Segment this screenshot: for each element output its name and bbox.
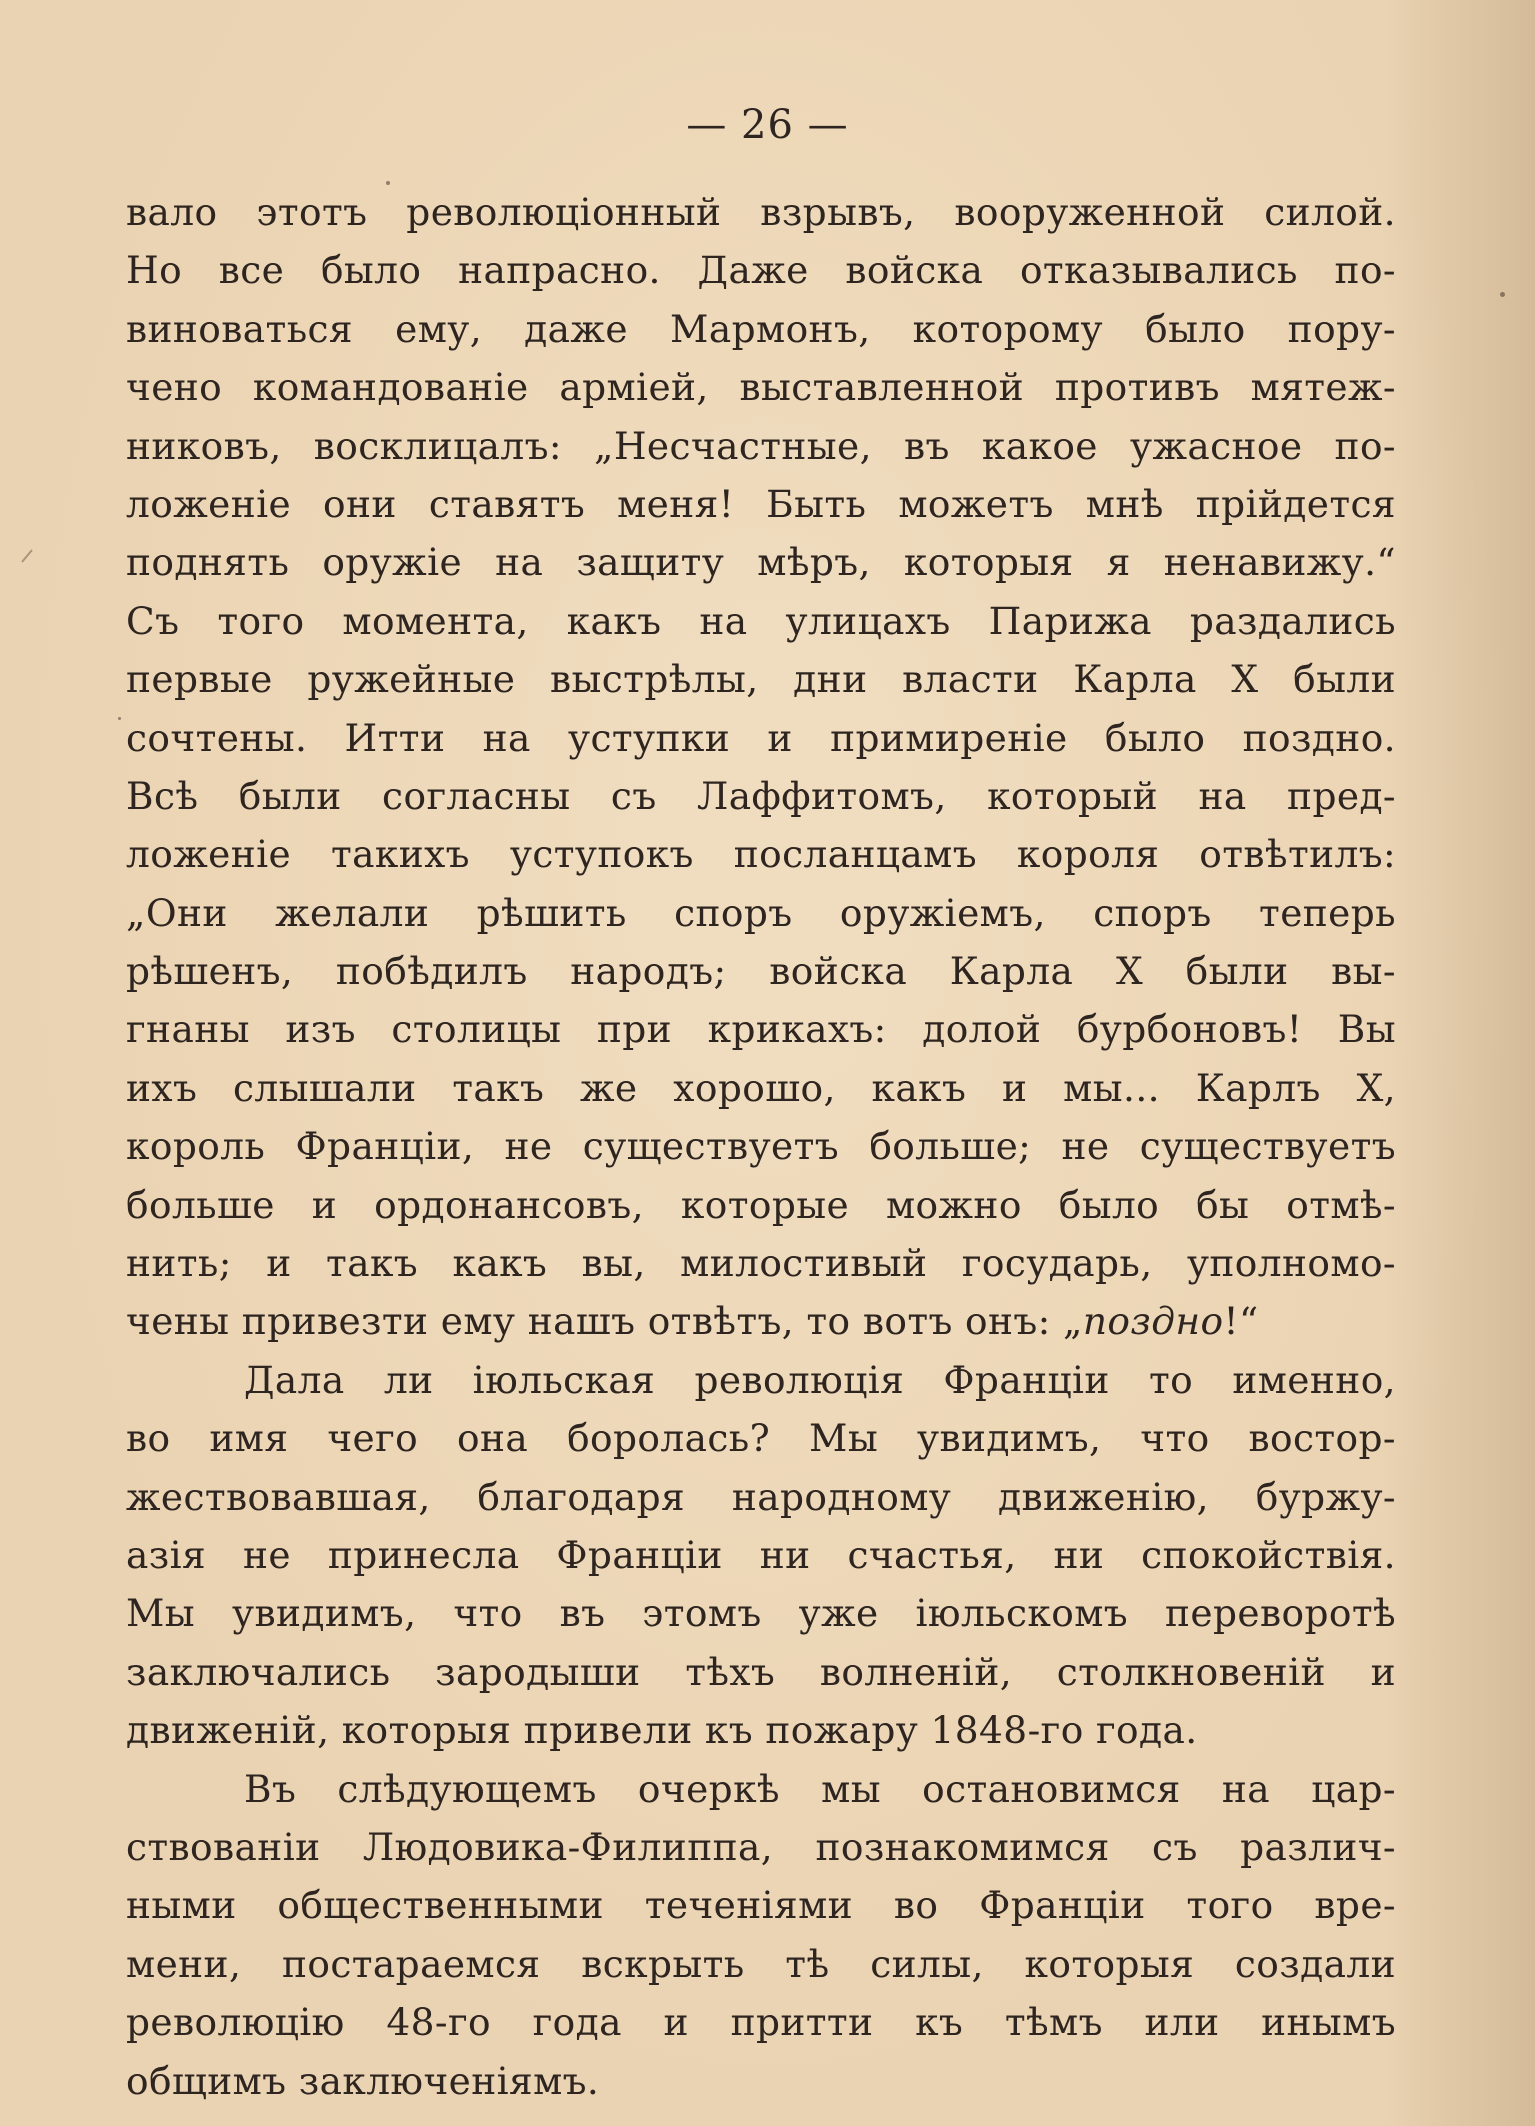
italic-word: поздно [1082, 1299, 1224, 1344]
text-line: революцію 48-го года и притти къ тѣмъ или инымъ [126, 2000, 1396, 2045]
text-line: Всѣ были согласны съ Лаффитомъ, который на пред- [126, 773, 1396, 818]
text-line: общимъ заключеніямъ. [126, 2058, 600, 2103]
text-line: мени, постараемся вскрыть тѣ силы, которыя создали [126, 1941, 1396, 1986]
text-line: Но все было напрасно. Даже войска отказывались по- [126, 248, 1396, 293]
text-segment: чены привезти ему нашъ отвѣтъ, то вотъ онъ: „ [126, 1299, 1083, 1344]
text-line: король Франціи, не существуетъ больше; не существуетъ [126, 1124, 1396, 1169]
text-line: Съ того момента, какъ на улицахъ Парижа раздались [126, 598, 1396, 643]
text-line: ложеніе такихъ уступокъ посланцамъ короля отвѣтилъ: [126, 832, 1396, 877]
text-line: Мы увидимъ, что въ этомъ уже іюльскомъ переворотѣ [126, 1591, 1396, 1636]
text-line: нить; и такъ какъ вы, милостивый государь, уполномо- [126, 1241, 1396, 1286]
closing-quote: !“ [1223, 1299, 1259, 1344]
text-line: виноваться ему, даже Мармонъ, которому было пору- [126, 306, 1396, 351]
text-line: ствованіи Людовика-Филиппа, познакомимся съ различ- [126, 1824, 1396, 1869]
pencil-mark [21, 549, 33, 563]
page-number: — 26 — [686, 102, 849, 148]
text-line: рѣшенъ, побѣдилъ народъ; войска Карла X были вы- [126, 949, 1396, 994]
text-line: первые ружейные выстрѣлы, дни власти Карла X были [126, 657, 1396, 702]
text-line: поднять оружіе на защиту мѣръ, которыя я ненавижу.“ [126, 540, 1396, 585]
body-text [126, 183, 1396, 2110]
text-line: азія не принесла Франціи ни счастья, ни спокойствія. [126, 1532, 1396, 1577]
paragraph-first-line: Дала ли іюльская революція Франціи то именно, [244, 1357, 1396, 1402]
text-line: вало этотъ революціонный взрывъ, вооруженной силой. [126, 190, 1396, 234]
text-line: ными общественными теченіями во Франціи того вре- [126, 1883, 1396, 1928]
text-line: заключались зародыши тѣхъ волненій, столкновеній и [126, 1649, 1396, 1694]
text-line: во имя чего она боролась? Мы увидимъ, что востор- [126, 1416, 1396, 1461]
text-line: чено командованіе арміей, выставленной противъ мятеж- [126, 365, 1396, 410]
text-line: гнаны изъ столицы при крикахъ: долой бурбоновъ! Вы [126, 1007, 1396, 1052]
paper-speck [118, 717, 121, 720]
text-line: жествовавшая, благодаря народному движенію, буржу- [126, 1474, 1396, 1519]
text-line: ложеніе они ставятъ меня! Быть можетъ мнѣ прійдется [126, 481, 1396, 526]
paper-speck [1500, 292, 1505, 297]
text-line: никовъ, восклицалъ: „Несчастные, въ какое ужасное по- [126, 423, 1396, 468]
text-line: ихъ слышали такъ же хорошо, какъ и мы... Карлъ X, [126, 1065, 1396, 1110]
text-line: больше и ордонансовъ, которые можно было бы отмѣ- [126, 1182, 1396, 1227]
text-line-with-italic [126, 1292, 1396, 1350]
paper-speck [386, 181, 390, 185]
text-line: „Они желали рѣшить споръ оружіемъ, споръ теперь [126, 890, 1396, 935]
text-line: движеній, которыя привели къ пожару 1848-го года. [126, 1708, 1198, 1753]
text-line: сочтены. Итти на уступки и примиреніе было поздно. [126, 715, 1396, 760]
paragraph-first-line: Въ слѣдующемъ очеркѣ мы остановимся на цар- [244, 1766, 1396, 1811]
